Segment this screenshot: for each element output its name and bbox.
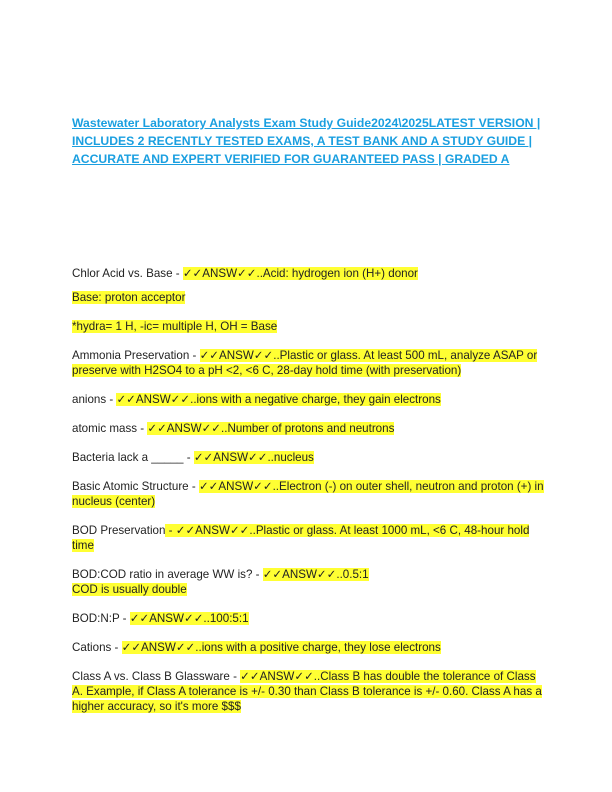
entry-term: Ammonia Preservation - <box>72 349 200 362</box>
entry-answer: ✓✓ANSW✓✓..Acid: hydrogen ion (H+) donor <box>182 267 418 280</box>
entry-term: Chlor Acid vs. Base - <box>72 267 183 280</box>
entry-term: anions - <box>72 393 117 406</box>
entry-answer: Base: proton acceptor <box>72 291 186 304</box>
document-title-text[interactable]: Wastewater Laboratory Analysts Exam Study Guide2024\2025LATEST VERSION | INCLUDES 2 RECENTLY TESTED EXAMS, A TEST BANK AND A STUDY GUIDE | ACCURATE AND EXPERT VERIFIED FOR GUARANTEED PASS | GRADED A <box>72 116 541 166</box>
entry-chlor-acid <box>72 266 548 281</box>
entry-bacteria <box>72 450 548 465</box>
entry-line-hydra <box>72 319 548 334</box>
entry-term: Class A vs. Class B Glassware - <box>72 670 241 683</box>
entry-bod-cod-ratio <box>72 567 548 597</box>
entry-anions <box>72 392 548 407</box>
entry-answer: ✓✓ANSW✓✓..ions with a negative charge, they gain electrons <box>116 393 441 406</box>
entry-term: atomic mass - <box>72 422 148 435</box>
entry-answer: - ✓✓ANSW✓✓..Plastic or glass. At least 1000 mL, <6 C, 48-hour hold time <box>72 524 530 552</box>
entry-answer: *hydra= 1 H, -ic= multiple H, OH = Base <box>72 320 278 333</box>
entry-term: BOD Preservation <box>72 524 166 537</box>
entry-ammonia-preservation <box>72 348 548 378</box>
study-guide-entries <box>72 266 548 714</box>
entry-term: Bacteria lack a _____ - <box>72 451 194 464</box>
entry-answer: ✓✓ANSW✓✓..Class B has double the tolerance of Class A. Example, if Class A tolerance is +/- 0.30 than Class B tolerance is +/- 0.60. Class A has a higher accuracy, so it's more $$$ <box>72 670 542 713</box>
entry-answer: ✓✓ANSW✓✓..Electron (-) on outer shell, neutron and proton (+) in nucleus (center) <box>72 480 544 508</box>
entry-answer: ✓✓ANSW✓✓..Number of protons and neutrons <box>147 422 395 435</box>
document-title-link[interactable] <box>72 114 548 168</box>
entry-line-base <box>72 290 548 305</box>
entry-class-a-vs-b-glassware <box>72 669 548 714</box>
entry-answer: ✓✓ANSW✓✓..ions with a positive charge, they lose electrons <box>121 641 441 654</box>
entry-answer-extra: COD is usually double <box>72 583 187 596</box>
entry-answer: ✓✓ANSW✓✓..0.5:1 <box>262 568 369 581</box>
entry-atomic-mass <box>72 421 548 436</box>
entry-cations <box>72 640 548 655</box>
entry-term: BOD:COD ratio in average WW is? - <box>72 568 263 581</box>
entry-term: BOD:N:P - <box>72 612 130 625</box>
entry-term: Basic Atomic Structure - <box>72 480 199 493</box>
entry-bod-n-p <box>72 611 548 626</box>
entry-basic-atomic-structure <box>72 479 548 509</box>
entry-answer: ✓✓ANSW✓✓..nucleus <box>193 451 314 464</box>
entry-term: Cations - <box>72 641 122 654</box>
entry-answer: ✓✓ANSW✓✓..100:5:1 <box>129 612 249 625</box>
entry-bod-preservation <box>72 523 548 553</box>
entry-answer: ✓✓ANSW✓✓..Plastic or glass. At least 500 mL, analyze ASAP or preserve with H2SO4 to a pH <2, <6 C, 28-day hold time (with preservation) <box>72 349 538 377</box>
